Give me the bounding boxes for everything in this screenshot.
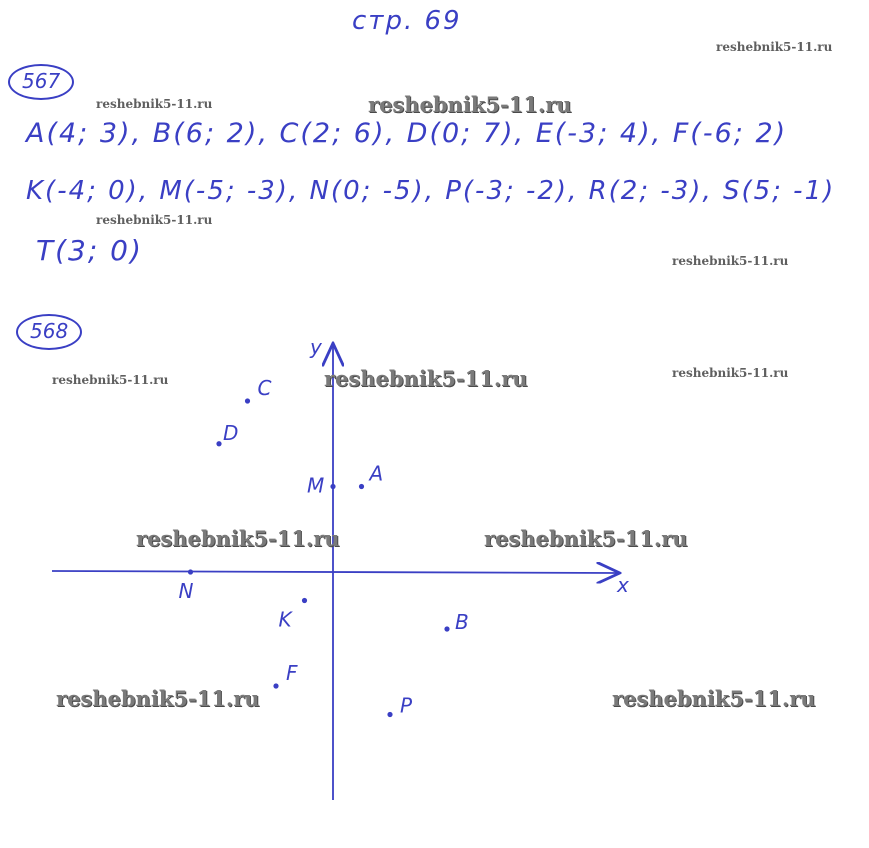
page-title: стр. 69: [352, 6, 462, 36]
task-567-number: 567: [8, 64, 74, 100]
watermark: reshebnik5-11.ru: [96, 97, 213, 111]
watermark: reshebnik5-11.ru: [368, 92, 572, 117]
watermark: reshebnik5-11.ru: [484, 526, 688, 551]
x-axis: [52, 571, 618, 573]
point-n: [188, 569, 193, 574]
point-b: [444, 626, 449, 631]
watermark: reshebnik5-11.ru: [672, 366, 789, 380]
point-d: [216, 441, 221, 446]
point-label-n: N: [178, 579, 194, 603]
task-567-line-3: T(3; 0): [36, 234, 143, 267]
point-label-p: P: [400, 693, 413, 718]
watermark: reshebnik5-11.ru: [716, 40, 833, 54]
point-k: [302, 598, 307, 603]
y-axis-label: y: [310, 335, 322, 359]
watermark: reshebnik5-11.ru: [672, 254, 789, 268]
watermark: reshebnik5-11.ru: [52, 373, 169, 387]
point-label-a: A: [369, 461, 384, 486]
point-p: [387, 712, 392, 717]
task-567-line-1: A(4; 3), B(6; 2), C(2; 6), D(0; 7), E(-3; 4), F(-6; 2): [26, 118, 788, 149]
point-label-b: B: [455, 610, 469, 634]
point-label-k: K: [278, 607, 292, 632]
task-567-line-2: K(-4; 0), M(-5; -3), N(0; -5), P(-3; -2), R(2; -3), S(5; -1): [26, 176, 836, 206]
point-label-c: C: [257, 376, 272, 400]
x-axis-label: x: [617, 573, 629, 597]
watermark: reshebnik5-11.ru: [96, 213, 213, 227]
point-c: [245, 398, 250, 403]
watermark: reshebnik5-11.ru: [56, 686, 260, 711]
watermark: reshebnik5-11.ru: [612, 686, 816, 711]
point-m: [330, 484, 335, 489]
task-568-number: 568: [16, 314, 82, 350]
point-f: [273, 683, 278, 688]
watermark: reshebnik5-11.ru: [324, 366, 528, 391]
point-a: [359, 484, 364, 489]
point-label-d: D: [223, 420, 239, 445]
point-label-m: M: [307, 473, 325, 498]
watermark: reshebnik5-11.ru: [136, 526, 340, 551]
point-label-f: F: [286, 661, 298, 685]
